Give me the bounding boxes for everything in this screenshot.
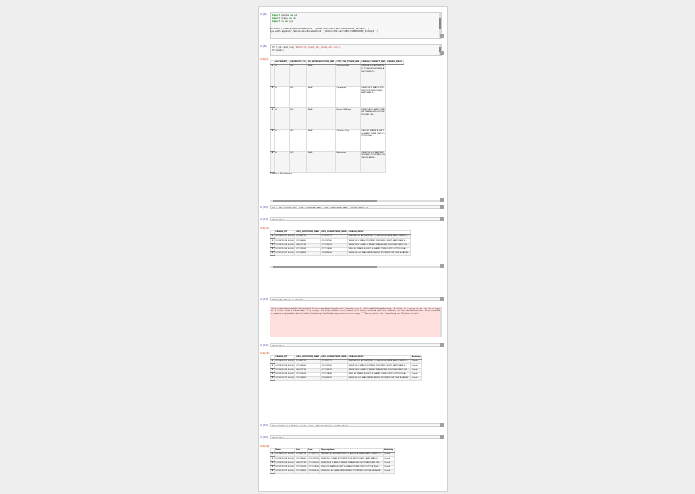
table-cell: VEHICLE #1 WAS IMPROPERLY STOPPED ON THE ROADW... xyxy=(348,252,410,255)
code-token: os xyxy=(281,19,286,23)
table-cell: 4 xyxy=(274,86,289,108)
table-cell: -79.89035 xyxy=(320,251,347,255)
table-cell: VEHICLE #1 WAS IMPROPERLY STOPPED ON THE ROADW... xyxy=(360,151,386,173)
cell-prompt: In [15]: xyxy=(260,424,269,427)
table-cell: 4 xyxy=(274,151,289,173)
table-cell: -79.89035 xyxy=(308,470,319,473)
column-header: Date xyxy=(274,449,295,453)
column-header: CRASH_COUNTY_NM xyxy=(361,61,385,64)
table-cell: 37.37626 xyxy=(295,372,320,376)
table-cell: VEHICLES 1 AND 2 WERE TRAVELING SOUTHBOUND ON... xyxy=(320,461,383,465)
table-cell: VEHICLES 1 AND 2 WERE TRAVELING SOUTHBOUND ON... xyxy=(360,108,386,130)
column-header: GPS_LONGITUDE_NBR xyxy=(321,356,347,359)
table-cell: -77.11836 xyxy=(320,372,347,376)
code-token: import xyxy=(272,13,282,17)
row-index: 2 xyxy=(271,108,275,130)
table-cell: Crash xyxy=(383,461,394,465)
row-index: 4 xyxy=(271,377,274,380)
code-cell-add-activity[interactable] xyxy=(270,297,442,301)
table-row xyxy=(271,251,411,255)
table-cell: NaN xyxy=(307,151,335,173)
table-cell: Botetourt xyxy=(335,151,360,173)
row-index: 1 xyxy=(271,239,274,242)
row-index: 0 xyxy=(271,65,275,87)
dataframe-table xyxy=(270,230,411,256)
column-header: GPS_LONGITUDE_NBR xyxy=(321,231,347,234)
row-index: 4 xyxy=(271,470,274,473)
cell-prompt: In [11]: xyxy=(260,218,269,221)
table-cell: -77.81771 xyxy=(308,453,319,456)
row-index: 1 xyxy=(271,86,275,108)
table-cell: VEH #1 MADE A LEFT & HAND TURN ONTO LITTLE ELA... xyxy=(360,129,386,151)
table-row xyxy=(271,376,422,380)
code-token: = pd.read_csv( xyxy=(275,45,295,49)
warning-scrollbar[interactable] xyxy=(440,307,442,337)
row-index: 3 xyxy=(271,129,275,151)
table-cell: 10/21/2016 00:00 xyxy=(275,466,294,469)
row-index: 3 xyxy=(271,373,274,376)
out-prompt: Out[11]: xyxy=(260,227,271,230)
table-cell: Campbell xyxy=(335,86,360,108)
cell-toolbar-icon[interactable] xyxy=(440,264,444,268)
out-prompt: Out[16]: xyxy=(260,445,271,448)
column-header: CRASH_DESC xyxy=(348,356,411,360)
table-cell: 38.67118 xyxy=(295,243,320,247)
table-row xyxy=(271,469,395,473)
table-cell: 07/31/2017 00:00 xyxy=(275,377,294,380)
table-cell: 12/25/2016 00:00 xyxy=(275,457,294,460)
row-index: 1 xyxy=(271,457,274,460)
cell-prompt: In [13]: xyxy=(260,298,269,301)
code-line xyxy=(272,20,440,23)
column-header: Lon xyxy=(307,449,320,453)
cell-prompt: In [14]: xyxy=(260,344,269,347)
table-cell: 37.40713 xyxy=(295,360,320,364)
notebook-page xyxy=(258,6,448,492)
table-cell: 37.40713 xyxy=(295,235,320,239)
column-header: Activity xyxy=(411,356,421,359)
table-cell: 38.67118 xyxy=(296,461,306,464)
table-cell: NO xyxy=(289,129,307,151)
table-cell: 37.52863 xyxy=(295,251,320,255)
table-cell: DRIVER #1 ATTEMPTED TO AVOID A DEER AND OVERCO... xyxy=(348,235,409,238)
table-cell: NO xyxy=(289,65,307,87)
table-cell: VEH #1 MADE A LEFT & HAND TURN ONTO LITTLE ELA... xyxy=(348,372,411,376)
table-cell: 12/25/2016 00:00 xyxy=(275,364,294,367)
cell-prompt: In [10]: xyxy=(260,206,269,209)
code-token: pandas xyxy=(281,13,291,17)
code-text: df['Activity'] = 'Crash' xyxy=(272,298,304,301)
table-cell: 37.52863 xyxy=(295,376,320,380)
row-index: 2 xyxy=(271,368,274,371)
table-cell: Charles City xyxy=(335,129,360,151)
table-cell: Crash xyxy=(383,453,394,457)
code-cell-imports[interactable] xyxy=(270,12,442,39)
dataframe-output-1[interactable] xyxy=(270,60,442,202)
column-header: CITY_OR_TOWN_NM xyxy=(336,61,360,64)
code-token: numpy xyxy=(281,16,290,20)
code-token: as xyxy=(289,16,294,20)
column-header: Description xyxy=(320,449,383,453)
table-cell: -77.11836 xyxy=(308,466,319,469)
table-cell: Crash xyxy=(411,364,422,368)
code-text xyxy=(272,46,440,52)
table-cell: NO xyxy=(289,108,307,130)
column-header: CRASH_DESC xyxy=(348,231,411,235)
table-row xyxy=(271,86,404,108)
cell-toolbar-icon[interactable] xyxy=(440,423,444,427)
row-index: 0 xyxy=(271,235,274,238)
cell-toolbar-icon[interactable] xyxy=(440,198,444,202)
table-cell: 01/16/2017 00:00 xyxy=(275,235,294,238)
table-cell: VEH #1 MADE A LEFT & HAND TURN ONTO LITTLE ELA... xyxy=(348,247,411,251)
cell-prompt: In [8]: xyxy=(260,45,268,48)
dataframe-output-2[interactable] xyxy=(270,230,442,268)
column-header: AT_INTERSECTION_IND xyxy=(307,61,335,64)
table-cell: 37.03460 xyxy=(296,457,306,460)
table-cell: 10/21/2016 00:00 xyxy=(275,373,294,376)
cell-toolbar-icon[interactable] xyxy=(440,297,444,301)
warning-text: /Users/anu/anaconda3/lib/python3.6/site-packages/ipykernel_launcher.py:1: SettingWithCopyWarning: A value is trying to be set on a copy of a slice from a DataFrame. Try using .loc[row_indexer,col_indexer] = value instead See the caveats in the documentation: http://pandas.pydata.org/pandas-docs/stable/indexing.html#indexing-view-versus-copy """Entry point for launching an IPython kernel. xyxy=(271,307,440,316)
row-index: 4 xyxy=(271,252,274,255)
code-cell-head[interactable] xyxy=(270,435,442,439)
table-cell: 07/31/2017 00:00 xyxy=(275,252,294,255)
column-header: CRASH_DT xyxy=(274,231,295,235)
table-row xyxy=(271,65,404,87)
table-cell: Crash xyxy=(383,457,394,461)
table-summary: 5 rows × 38 columns xyxy=(270,173,292,176)
column-header: SEVERITY_CO xyxy=(290,61,306,64)
cell-prompt: In [9]: xyxy=(260,13,268,16)
code-token: as xyxy=(285,19,290,23)
table-cell: -77.29333 xyxy=(320,243,347,247)
table-cell: -79.89035 xyxy=(320,376,347,380)
code-text: df.head() xyxy=(272,218,284,221)
code-cell-head[interactable] xyxy=(270,217,442,221)
table-cell: 4 xyxy=(274,129,289,151)
dataframe-output-4 xyxy=(270,448,442,486)
table-cell: 01/16/2017 00:00 xyxy=(275,453,294,456)
table-cell: 10/21/2016 00:00 xyxy=(275,248,294,251)
code-cell-read-csv[interactable] xyxy=(270,44,442,56)
table-cell: Chesterfield xyxy=(335,65,360,87)
table-cell: Crash xyxy=(411,368,422,372)
column-header: ACCIDENT_ xyxy=(275,61,289,64)
table-cell: Crash xyxy=(411,360,422,364)
row-index: 2 xyxy=(271,461,274,464)
table-cell: NaN xyxy=(307,65,335,87)
code-token: df xyxy=(272,45,276,49)
column-header: GPS_LATITUDE_NBR xyxy=(296,356,320,359)
cell-prompt: In [16]: xyxy=(260,436,269,439)
table-cell: 12/20/2016 00:00 xyxy=(275,461,294,464)
code-token: 'data/trd_crash_ldc_clean_all.csv' xyxy=(294,45,340,49)
table-cell: 12/25/2016 00:00 xyxy=(275,239,294,242)
table-cell: VEHICLE 2 WAS STOPPED FOR RED LIGHT, AND WAS S... xyxy=(320,457,383,461)
out-prompt: Out[8]: xyxy=(260,58,269,61)
code-cell-rename-columns[interactable] xyxy=(270,423,442,427)
table-cell: NaN xyxy=(307,129,335,151)
column-header: CRASH_DT xyxy=(274,356,295,360)
table-cell: 38.67118 xyxy=(295,368,320,372)
dataframe-table xyxy=(270,448,395,474)
cell-toolbar-icon[interactable] xyxy=(440,343,444,347)
code-token: sys xyxy=(289,19,294,23)
table-cell: VEHICLE 2 WAS STOPPED FOR RED LIGHT, AND WAS S... xyxy=(348,364,411,368)
code-text xyxy=(272,14,440,23)
table-cell: Prince William xyxy=(335,108,360,130)
table-cell: VEHICLE 2 WAS STOPPED FOR RED LIGHT, AND WAS S... xyxy=(360,86,386,108)
cell-toolbar-icon[interactable] xyxy=(440,51,444,55)
code-cell-head[interactable] xyxy=(270,343,442,347)
table-row xyxy=(271,151,404,173)
table-cell: NaN xyxy=(307,86,335,108)
table-cell: 01/16/2017 00:00 xyxy=(275,360,294,363)
table-cell: 37.37626 xyxy=(296,466,306,469)
table-cell: 37.40713 xyxy=(296,453,306,456)
row-index: 4 xyxy=(271,151,275,173)
dataframe-table xyxy=(270,60,404,176)
table-cell: VEH #1 MADE A LEFT & HAND TURN ONTO LITTLE ELA... xyxy=(320,465,383,469)
code-text: df.columns = ['Date','Lat','Lon','Description','Activity'] xyxy=(272,424,349,427)
output-line: sys.path.append('/Users/anu/Documents/4 ',Nihar/4th-xarl/RPC-CSMSEC02IE_Infoqld ') xyxy=(270,29,378,33)
table-cell: 4 xyxy=(274,65,289,87)
table-cell: Crash xyxy=(383,469,394,473)
table-cell: -79.23760 xyxy=(308,457,319,460)
cell-toolbar-icon[interactable] xyxy=(440,205,444,209)
cell-toolbar-icon[interactable] xyxy=(440,217,444,221)
table-cell: Crash xyxy=(411,372,422,376)
out-prompt: Out[14]: xyxy=(260,352,271,355)
cell-toolbar-icon[interactable] xyxy=(440,34,444,38)
table-cell: NaN xyxy=(307,108,335,130)
table-cell: VEHICLE 2 WAS STOPPED FOR RED LIGHT, AND WAS S... xyxy=(348,239,411,243)
output-line: os.chdir('/Users/anu/Documents/4 ',Nihar/4th-xarl/RPC-CSMSEC02IE_Infoqld ') xyxy=(270,28,369,30)
row-index: 2 xyxy=(271,243,274,246)
table-cell: 4 xyxy=(274,108,289,130)
table-cell: 37.03460 xyxy=(295,239,320,243)
code-token: import xyxy=(272,19,282,23)
table-cell: -77.81771 xyxy=(320,360,347,364)
code-text: df.head() xyxy=(272,436,284,439)
code-token: df.head() xyxy=(272,48,284,52)
table-row xyxy=(271,129,404,151)
table-cell: DRIVER #1 ATTEMPTED TO AVOID A DEER AND OVERCO... xyxy=(348,360,409,363)
column-header: GPS_LATITUDE_NBR xyxy=(296,231,320,234)
table-cell: DRIVER #1 ATTEMPTED TO AVOID A DEER AND OVERCO... xyxy=(360,65,386,87)
table-cell: 12/20/2016 00:00 xyxy=(275,243,294,246)
table-cell: -77.29333 xyxy=(320,368,347,372)
table-cell: 12/20/2016 00:00 xyxy=(275,368,294,371)
table-cell: -79.23760 xyxy=(320,364,347,368)
table-cell: DRIVER #1 ATTEMPTED TO AVOID A DEER AND OVERCO... xyxy=(321,453,382,456)
table-row xyxy=(271,108,404,130)
table-cell: -77.11836 xyxy=(320,247,347,251)
table-cell: VEHICLE #1 WAS IMPROPERLY STOPPED ON THE ROADW... xyxy=(321,470,382,473)
table-cell: -79.23760 xyxy=(320,239,347,243)
cell-toolbar-icon[interactable] xyxy=(440,435,444,439)
row-index: 1 xyxy=(271,364,274,367)
horizontal-scrollbar[interactable] xyxy=(270,200,442,202)
code-token: as xyxy=(290,13,295,17)
table-cell: NO xyxy=(289,151,307,173)
code-cell-select-columns[interactable] xyxy=(270,205,442,209)
table-cell: VEHICLE #1 WAS IMPROPERLY STOPPED ON THE ROADW... xyxy=(348,377,410,380)
code-text: df.head() xyxy=(272,344,284,347)
table-cell: VEHICLES 1 AND 2 WERE TRAVELING SOUTHBOUND ON... xyxy=(348,368,411,372)
row-index: 0 xyxy=(271,453,274,456)
row-index: 3 xyxy=(271,466,274,469)
code-token: np xyxy=(293,16,296,20)
table-cell: 37.37626 xyxy=(295,247,320,251)
code-token: pd xyxy=(294,13,298,17)
warning-output xyxy=(270,307,442,337)
table-cell: -77.29333 xyxy=(308,461,319,464)
column-header: Lat xyxy=(295,449,307,453)
horizontal-scrollbar[interactable] xyxy=(270,266,442,268)
code-token: import xyxy=(272,16,282,20)
row-index: 0 xyxy=(271,360,274,363)
table-cell: 37.03460 xyxy=(295,364,320,368)
dataframe-output-3 xyxy=(270,355,442,417)
table-cell: VEHICLES 1 AND 2 WERE TRAVELING SOUTHBOUND ON... xyxy=(348,243,411,247)
stdout-output xyxy=(270,28,442,34)
column-header: Activity xyxy=(384,449,394,452)
dataframe-table xyxy=(270,355,422,381)
column-header: CRASH_DESC xyxy=(387,61,403,64)
table-cell: Crash xyxy=(411,376,422,380)
table-cell: 07/31/2017 00:00 xyxy=(275,470,294,473)
code-text: df = df[['CRASH_DT','GPS_LATITUDE_NBR','GPS_LONGITUDE_NBR','CRASH_DESC']] xyxy=(272,206,369,209)
table-cell: -77.81771 xyxy=(320,235,347,239)
row-index: 3 xyxy=(271,248,274,251)
code-line xyxy=(272,49,440,52)
table-cell: Crash xyxy=(383,465,394,469)
code-token: ) xyxy=(339,45,341,49)
table-cell: 37.52863 xyxy=(296,470,306,473)
table-cell: NO xyxy=(289,86,307,108)
